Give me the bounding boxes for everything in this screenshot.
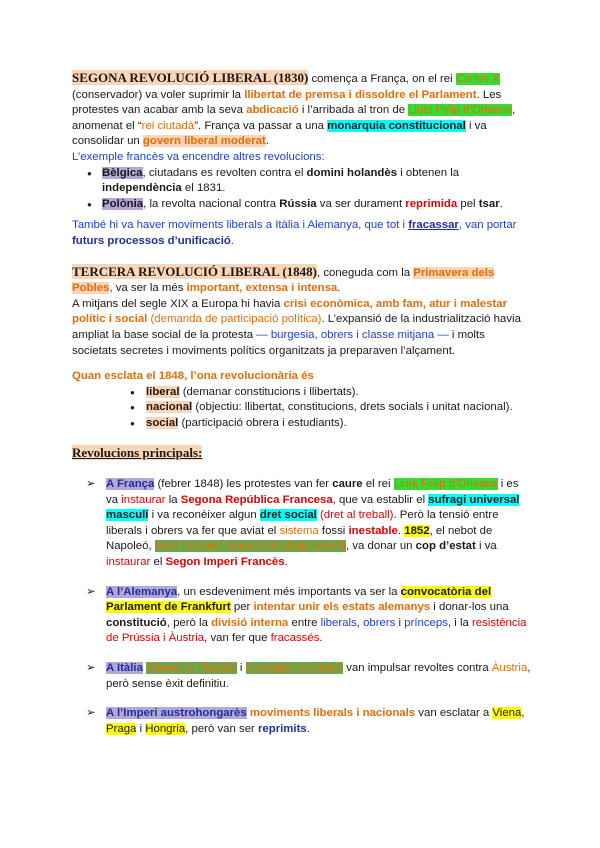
highlight-viena: Viena [492, 707, 522, 720]
text: instaurar [121, 493, 166, 506]
text: per [230, 601, 254, 614]
text: ”. França va passar a una [194, 119, 328, 132]
text: el rei [362, 478, 394, 491]
text: (objectiu: llibertat, constitucions, drets socials i unitat nacional). [192, 401, 513, 414]
text: , i la [447, 616, 472, 629]
text: i [395, 616, 405, 629]
heading-tercera-revolucio: TERCERA REVOLUCIÓ LIBERAL (1848) [72, 263, 317, 279]
text-segon-imperi: Segon Imperi Francès [165, 556, 285, 569]
text: . L’expansió de la industrialització havia ampliat la base social de la protesta [72, 313, 521, 341]
list-item-belgica [102, 166, 532, 197]
highlight-parlament-frankfurt: convocatòria del Parlament de Frankfurt [106, 585, 492, 614]
text-rei-ciutada: rei ciutadà [141, 119, 195, 132]
text: entre [288, 616, 321, 629]
text-divisio-interna: divisió interna [211, 616, 289, 629]
text-social: social [146, 416, 179, 429]
list-ona-revolucionaria [72, 385, 532, 432]
heading-revolucions-principals-wrap [72, 445, 532, 463]
text-belgica: Bèlgica [102, 166, 143, 179]
text: . Però la tensió entre liberals i obrers va fer que aviat el [106, 509, 499, 537]
text: i va consolidar un [72, 119, 487, 148]
highlight-sufragi: sufragi universal masculí [106, 493, 520, 522]
text-quan-esclata: Quan esclata el 1848, l’ona revolucionària és [72, 370, 314, 383]
text-reprimida: reprimida [405, 197, 458, 210]
highlight-hongria: Hongria [145, 722, 186, 735]
highlight-dret-social: dret social [259, 509, 317, 522]
text: tsar [478, 197, 500, 210]
text: van esclatar a [415, 707, 493, 720]
heading-segona-revolucio: SEGONA REVOLUCIÓ LIBERAL (1830) [72, 70, 309, 85]
text: i [136, 722, 146, 735]
text: . [265, 135, 269, 148]
text: cop d’estat [415, 540, 476, 553]
text-fracassar: fracassar [408, 219, 459, 232]
text: També hi va haver moviments liberals a Itàlia i Alemanya, que tot i [72, 219, 409, 232]
text: , [356, 616, 364, 629]
list-item-liberal [146, 385, 532, 401]
highlight-lluis-felip: Lluís Felip d’Orleans [408, 104, 513, 117]
text: . [230, 234, 235, 247]
text: comença a França, on el rei [308, 73, 456, 85]
paragraph-italia-alemanya [72, 218, 532, 249]
highlight-1852: 1852 [404, 524, 430, 537]
heading-revolucions-principals: Revolucions principals: [72, 445, 203, 461]
text: constitució [106, 616, 167, 629]
text: . [319, 632, 323, 645]
text: , que va establir el [332, 493, 429, 506]
text: i [236, 662, 246, 674]
text-futurs-processos: futurs processos d’unificació [72, 234, 231, 247]
text: . [306, 722, 310, 735]
list-revolucions-principals [72, 477, 532, 737]
text: i va [475, 540, 497, 553]
highlight-govern-liberal: govern liberal moderat [142, 135, 266, 148]
paragraph-mitjans-segle [72, 297, 532, 359]
text: . [499, 197, 503, 210]
text: el [150, 556, 166, 569]
highlight-monarquia: monarquia constitucional [327, 119, 466, 132]
text: Rússia [279, 197, 317, 210]
text: prínceps [404, 616, 448, 629]
text: , però sense èxit definitiu. [106, 662, 531, 690]
list-revolucions-1830 [72, 166, 532, 213]
text: obrers [363, 616, 396, 629]
text-polonia: Polònia [102, 197, 144, 210]
text: , van portar [458, 219, 517, 232]
text: domini holandès [306, 166, 398, 179]
highlight-lluis-felip: Lluís Felip d’Orleans [393, 478, 498, 491]
text-reprimits: reprimits [257, 722, 307, 735]
text-important: important, extensa i intensa [186, 282, 338, 295]
highlight-praga: Praga [106, 722, 137, 735]
list-item-imperi [106, 706, 532, 737]
text: . [284, 556, 288, 569]
text: i donar-los una [430, 601, 509, 614]
text: (conservador) va voler suprimir la [72, 88, 245, 101]
list-item-polonia [102, 197, 532, 213]
text: fossi [318, 524, 349, 537]
list-item-social [146, 416, 532, 432]
text: . Les protestes van acabar amb la seva [72, 88, 502, 117]
text-burgesia: — burgesia, obrers i classe mitjana — [256, 328, 449, 341]
paragraph-segona-revolucio [72, 70, 532, 150]
text: , ciutadans es revolten contra el [142, 166, 307, 179]
text-a-franca: A França [106, 478, 155, 491]
text: i va reconèixer algun [148, 509, 260, 522]
text: , va ser la més [109, 282, 187, 295]
list-item-italia [106, 661, 532, 692]
document-page [72, 70, 532, 737]
text: , el nebot de Napoleó, [106, 524, 493, 553]
text-crisi: crisi econòmica, amb fam, atur i malestar polític i social [72, 297, 507, 326]
list-item-alemanya [106, 585, 532, 647]
highlight-napoleo: Lluís Napoleó Bonaparte (Napoleó III) [154, 540, 346, 553]
text: resistència de Prússia i Àustria [106, 616, 527, 645]
text: , coneguda com la [316, 266, 414, 279]
text-nacional: nacional [146, 401, 193, 414]
text: (demanar constitucions i llibertats). [179, 385, 359, 398]
text: va ser durament [316, 197, 406, 210]
text: Àustria [491, 662, 528, 674]
text-a-imperi: A l’Imperi austrohongarès [106, 707, 247, 720]
text: instaurar [106, 556, 151, 569]
text: (demanda de participació política) [147, 313, 322, 326]
text: . [397, 524, 405, 537]
text-moviments-liberals: moviments liberals i nacionals [249, 707, 416, 720]
text: , però van ser [185, 722, 258, 735]
text-exemple-frances: L’exemple francès va encendre altres revolucions: [72, 150, 325, 163]
text-segona-republica: Segona República Francesa [180, 493, 333, 506]
text: el 1831. [181, 182, 226, 195]
highlight-garibaldi: Giuseppe Garibaldi [245, 662, 344, 674]
text: i molts societats secretes i moviments polítics organitzats ja preparaven l’alçament. [72, 328, 485, 357]
text: (participació obrera i estudiants). [178, 416, 347, 429]
text: caure [332, 478, 363, 491]
text-a-italia: A Itàlia [106, 662, 143, 674]
text: . [337, 282, 341, 295]
text-llibertat-premsa: llibertat de premsa i dissoldre el Parlament [244, 88, 477, 101]
list-item-franca [106, 477, 532, 571]
text: (dret al treball) [316, 509, 394, 522]
text: , un esdeveniment més importants va ser la [177, 585, 401, 598]
text: , però la [166, 616, 212, 629]
text: , van fer que [204, 632, 271, 645]
text: i l’arribada al tron de [298, 104, 409, 117]
paragraph-tercera-revolucio [72, 264, 532, 297]
text: i es va [106, 478, 519, 506]
text: , [521, 707, 525, 720]
text: , va donar un [346, 540, 416, 553]
text: liberals [320, 616, 357, 629]
text: (febrer 1848) les protestes van fer [154, 478, 333, 491]
highlight-primavera: Primavera dels Pobles [72, 266, 495, 295]
text: la [165, 493, 181, 506]
text: sistema [279, 524, 319, 537]
text: A mitjans del segle XIX a Europa hi havia [72, 297, 284, 310]
text-liberal: liberal [146, 385, 180, 398]
text: , la revolta nacional contra [143, 197, 280, 210]
text-intentar-unir: intentar unir els estats alemanys [253, 601, 431, 614]
text: inestable [348, 524, 398, 537]
text: fracassés [270, 632, 320, 645]
text: pel [457, 197, 479, 210]
text-a-alemanya: A l’Alemanya [106, 585, 178, 598]
text: i obtenen la [397, 166, 460, 179]
highlight-mazzini: Giuseppe Mazzini [146, 662, 237, 674]
text: independència [102, 182, 182, 195]
highlight-carles-x: Carles X [455, 73, 500, 85]
text: , anomenat el “ [72, 104, 516, 132]
text-abdicacio: abdicació [246, 104, 299, 117]
list-item-nacional [146, 400, 532, 416]
text: van impulsar revoltes contra [343, 662, 492, 674]
